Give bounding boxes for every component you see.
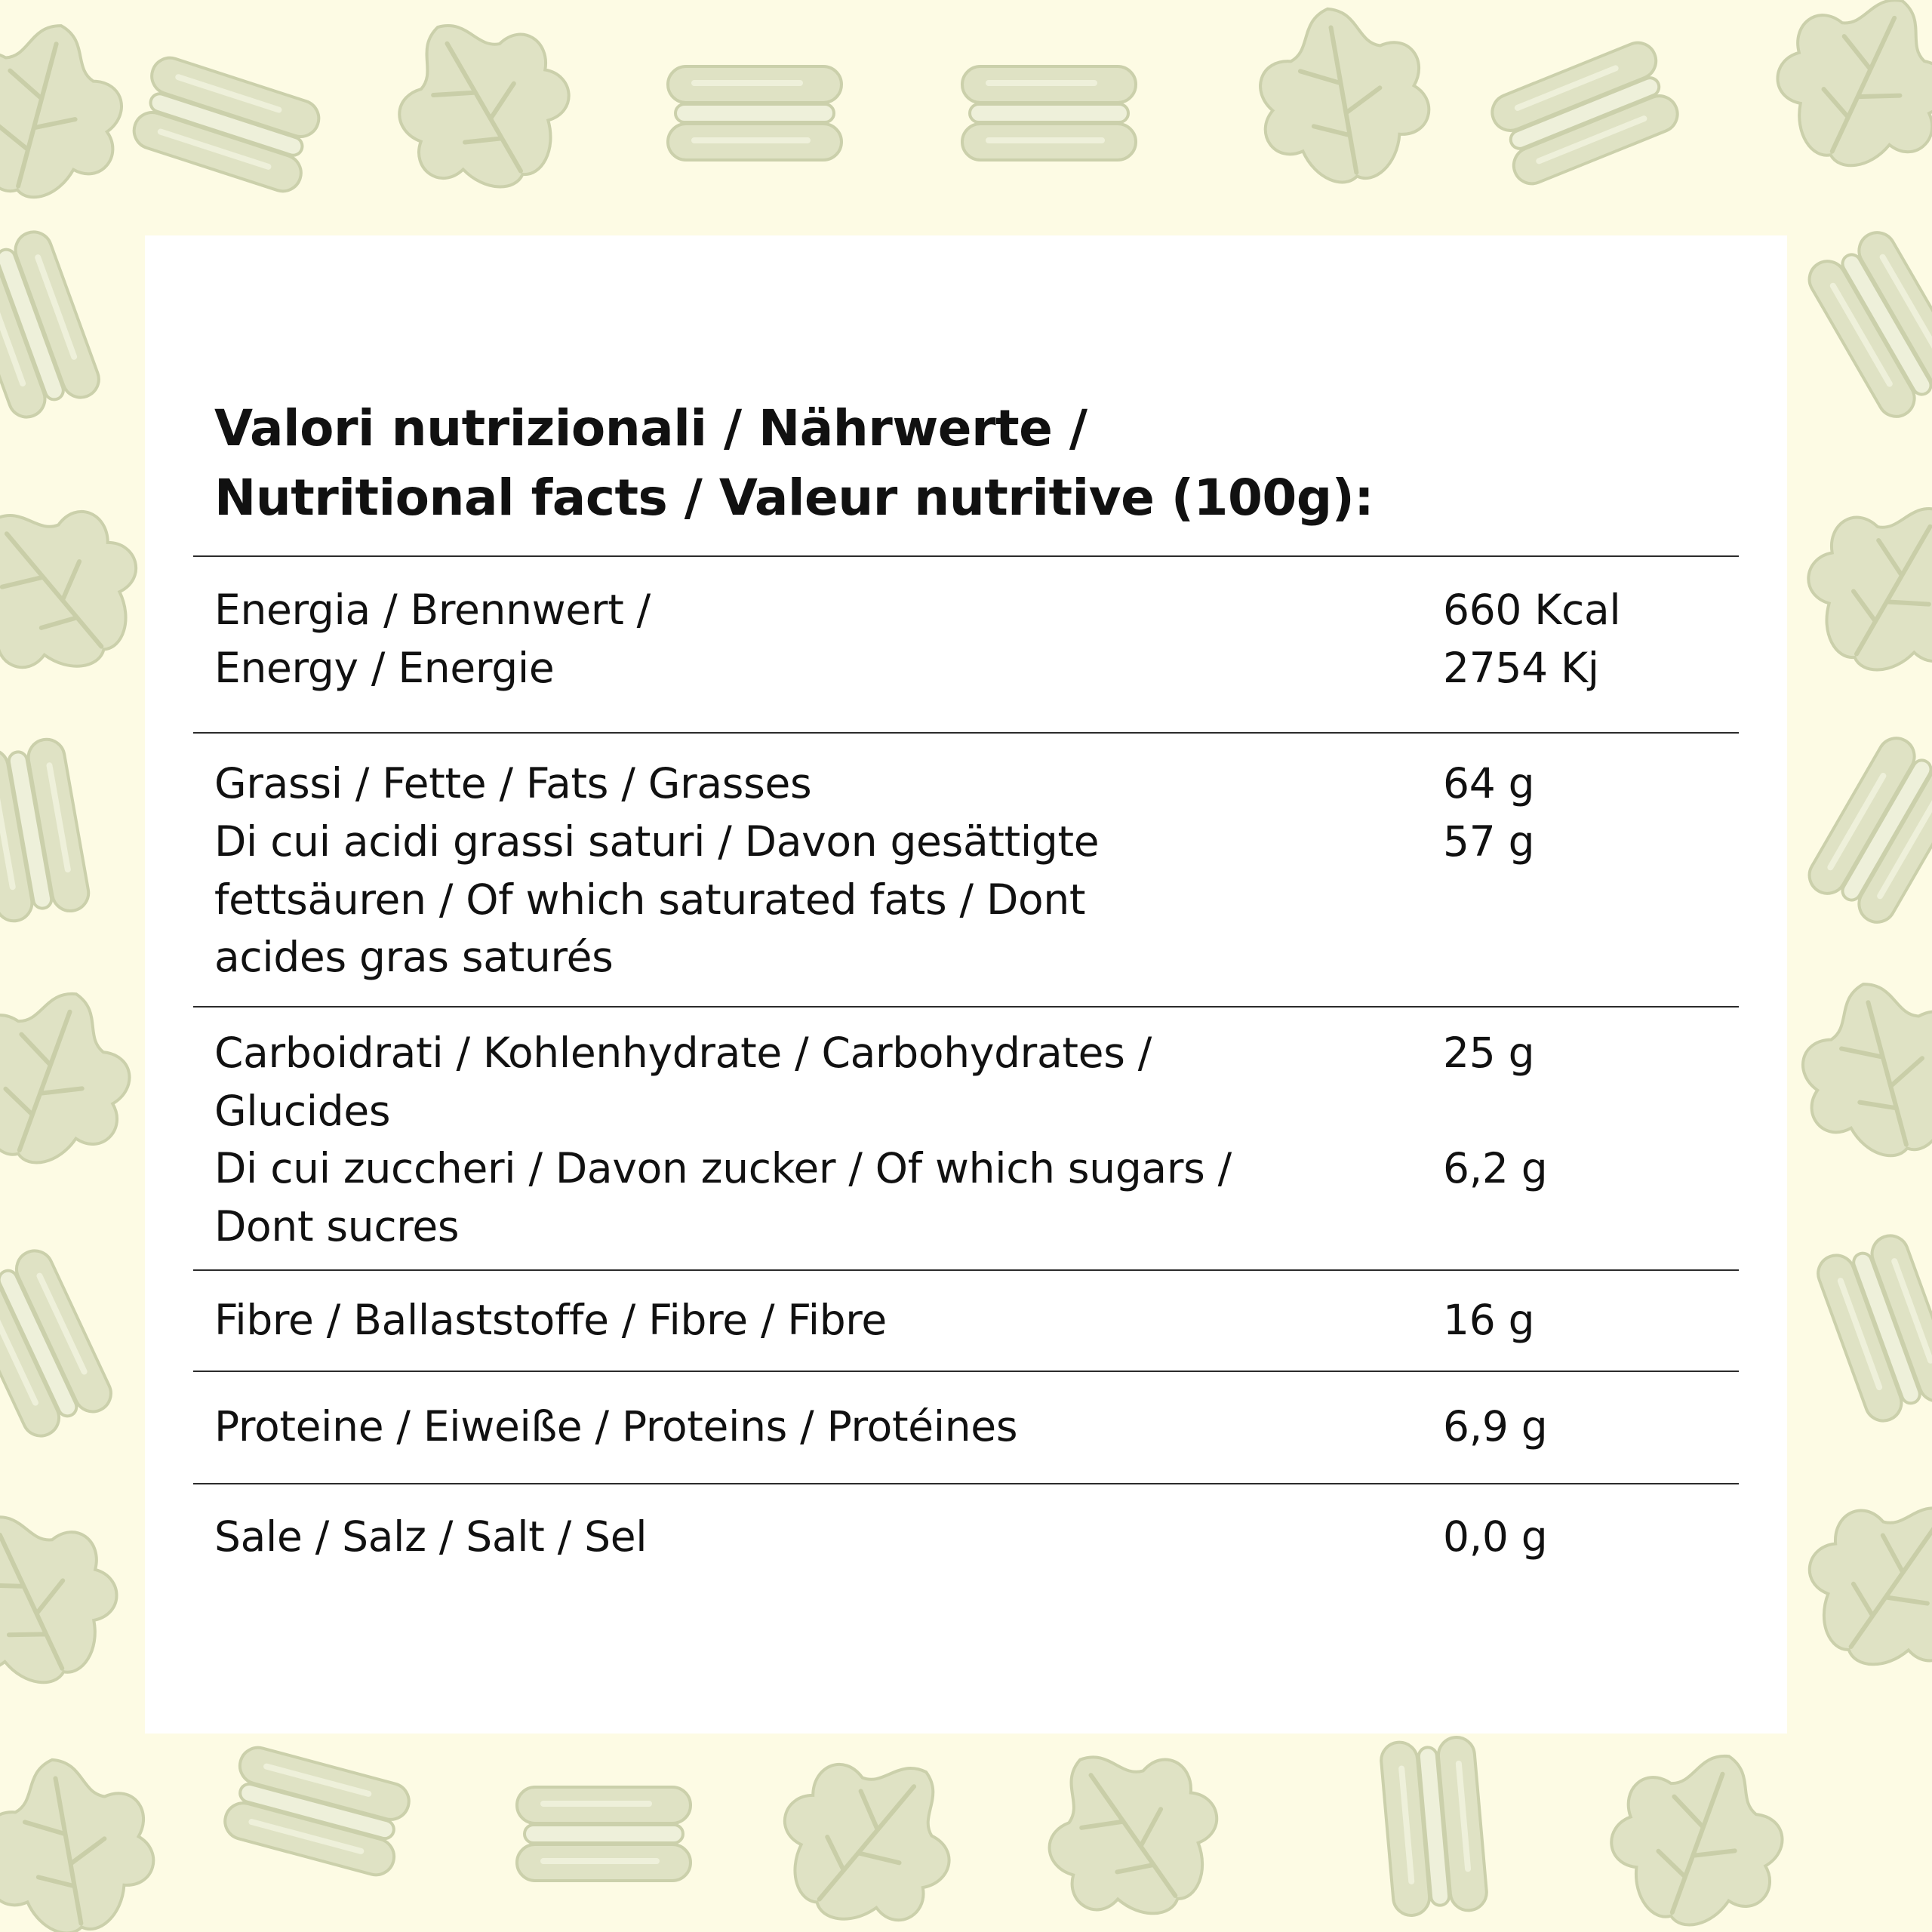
macaron-icon [517,1787,691,1881]
leaf-icon [1781,469,1932,702]
macaron-icon [962,66,1136,160]
title-line-1: Valori nutrizionali / Nährwerte / [214,399,1088,457]
divider [193,1006,1739,1008]
macaron-icon [0,227,104,423]
protein-value: 6,9 g [1443,1402,1548,1451]
salt-value: 0,0 g [1443,1512,1548,1561]
leaf-icon [1779,1463,1932,1700]
nutrition-card [145,235,1787,1734]
divider [193,1483,1739,1484]
leaf-icon [0,1483,140,1710]
protein-label: Proteine / Eiweiße / Proteins / Protéines [214,1402,1018,1451]
saturated-fats-value: 57 g [1443,817,1535,866]
energy-label: Energia / Brennwert / Energy / Energie [214,586,651,692]
saturated-fats-label: Di cui acidi grassi saturi / Davon gesättigte fettsäuren / Of which saturated fats / Dont acides gras saturés [214,817,1100,981]
macaron-icon [0,737,91,924]
leaf-icon [0,5,141,215]
salt-label: Sale / Salz / Salt / Sel [214,1512,648,1561]
leaf-icon [0,1746,164,1932]
divider [193,732,1739,734]
fats-label: Grassi / Fette / Fats / Grasses [214,759,812,808]
macaron-icon [129,53,323,195]
title-line-2: Nutritional facts / Valeur nutritive (100g): [214,469,1374,527]
carbohydrates-value: 25 g [1443,1029,1535,1077]
leaf-icon [0,966,154,1186]
macaron-icon [1813,1231,1932,1426]
macaron-icon [668,66,841,160]
macaron-icon [1487,37,1683,189]
fats-value: 64 g [1443,759,1535,808]
divider [193,555,1739,557]
divider [193,1371,1739,1372]
macaron-icon [0,1245,117,1442]
leaf-icon [1783,963,1932,1174]
macaron-icon [221,1743,413,1878]
macaron-icon [1380,1736,1488,1917]
leaf-icon [366,0,596,219]
leaf-icon [1013,1712,1247,1932]
macaron-icon [1803,731,1932,928]
leaf-icon [751,1719,989,1932]
carbohydrates-label: Carboidrati / Kohlenhydrate / Carbohydrates / Glucides [214,1029,1152,1135]
leaf-icon [0,466,170,706]
leaf-icon [1246,0,1438,194]
leaf-icon [1754,0,1932,193]
sugars-value: 6,2 g [1443,1144,1548,1192]
nutrition-title [214,394,1648,533]
fibre-value: 16 g [1443,1296,1535,1344]
divider [193,1269,1739,1271]
sugars-label: Di cui zuccheri / Davon zucker / Of which sugars / Dont sucres [214,1144,1232,1251]
leaf-icon [1592,1728,1807,1932]
fibre-label: Fibre / Ballaststoffe / Fibre / Fibre [214,1296,887,1344]
energy-value: 660 Kcal 2754 Kj [1443,586,1621,692]
macaron-icon [1803,226,1932,423]
